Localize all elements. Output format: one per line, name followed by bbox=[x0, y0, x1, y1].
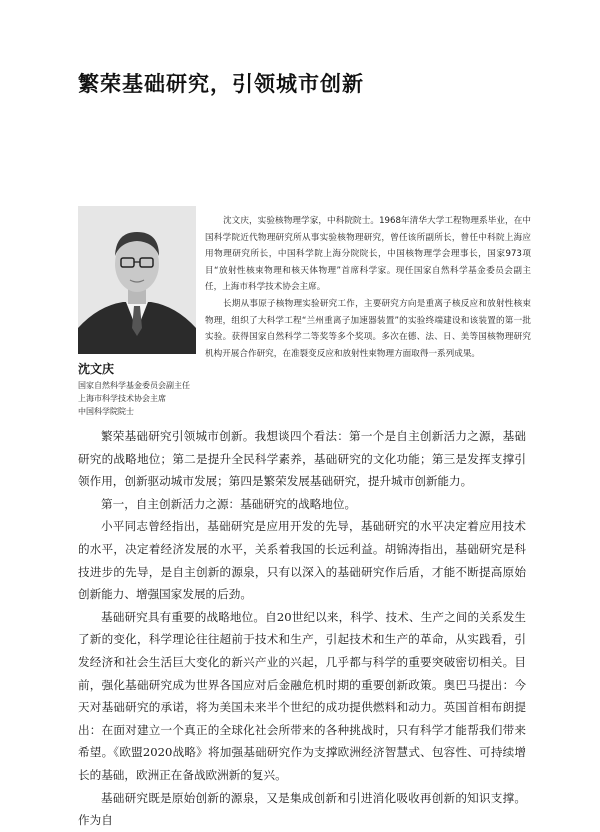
body-paragraph: 小平同志曾经指出，基础研究是应用开发的先导，基础研究的水平决定着应用技术的水平，决定着经济发展的水平，关系着我国的长远利益。胡锦涛指出，基础研究是科技进步的先导，是自主创新的源泉，只有以深入的基础研究作后盾，才能不断提高原始创新能力、增强国家发展的后劲。 bbox=[78, 519, 526, 602]
body-paragraph: 基础研究具有重要的战略地位。自20世纪以来，科学、技术、生产之间的关系发生了新的变化，科学理论往往超前于技术和生产，引起技术和生产的革命，从实践看，引发经济和社会生活巨大变化的新兴产业的兴起，几乎都与科学的重要突破密切相关。目前，强化基础研究成为世界各国应对后金融危机时期的重要创新政策。奥巴马提出：今天对基础研究的承诺，将为美国未来半个世纪的成功提供燃料和动力。英国首相布朗提出：在面对建立一个真正的全球化社会所带来的各种挑战时，只有科学才能帮我们带来希望。《欧盟2020战略》将加强基础研究作为支撑欧洲经济智慧式、包容性、可持续增长的基础，欧洲正在备战欧洲新的复兴。 bbox=[78, 609, 526, 782]
affiliation-line: 上海市科学技术协会主席 bbox=[78, 394, 166, 403]
author-bio bbox=[205, 213, 531, 362]
author-portrait bbox=[78, 206, 196, 354]
body-paragraph: 基础研究既是原始创新的源泉，又是集成创新和引进消化吸收再创新的知识支撑。作为自 bbox=[78, 790, 526, 828]
author-name: 沈文庆 bbox=[78, 362, 115, 376]
author-affiliations bbox=[78, 379, 190, 418]
bio-paragraph: 长期从事原子核物理实验研究工作，主要研究方向是重离子核反应和放射性核束物理，组织了大科学工程“兰州重离子加速器装置”的实验终端建设和该装置的第一批实验。获得国家自然科学二等奖等多个奖项。多次在德、法、日、美等国核物理研究机构开展合作研究，在准裂变反应和放射性束物理方面取得一系列成果。 bbox=[205, 298, 531, 359]
body-paragraph: 繁荣基础研究引领城市创新。我想谈四个看法：第一个是自主创新活力之源，基础研究的战略地位；第二是提升全民科学素养，基础研究的文化功能；第三是发挥支撑引领作用，创新驱动城市发展；第四是繁荣发展基础研究，提升城市创新能力。 bbox=[78, 429, 526, 489]
bio-paragraph: 沈文庆，实验核物理学家，中科院院士。1968年清华大学工程物理系毕业，在中国科学院近代物理研究所从事实验核物理研究，曾任该所副所长，曾任中科院上海应用物理研究所长，中国科学院上海分院院长，中国核物理学会理事长，国家973项目“放射性核束物理和核天体物理”首席科学家。现任国家自然科学基金委员会副主任，上海市科学技术协会主席。 bbox=[205, 216, 531, 293]
affiliation-line: 中国科学院院士 bbox=[78, 407, 134, 416]
affiliation-line: 国家自然科学基金委员会副主任 bbox=[78, 381, 190, 390]
body-paragraph: 第一，自主创新活力之源：基础研究的战略地位。 bbox=[101, 496, 357, 511]
article-body bbox=[78, 425, 526, 832]
page-title: 繁荣基础研究，引领城市创新 bbox=[78, 71, 364, 96]
